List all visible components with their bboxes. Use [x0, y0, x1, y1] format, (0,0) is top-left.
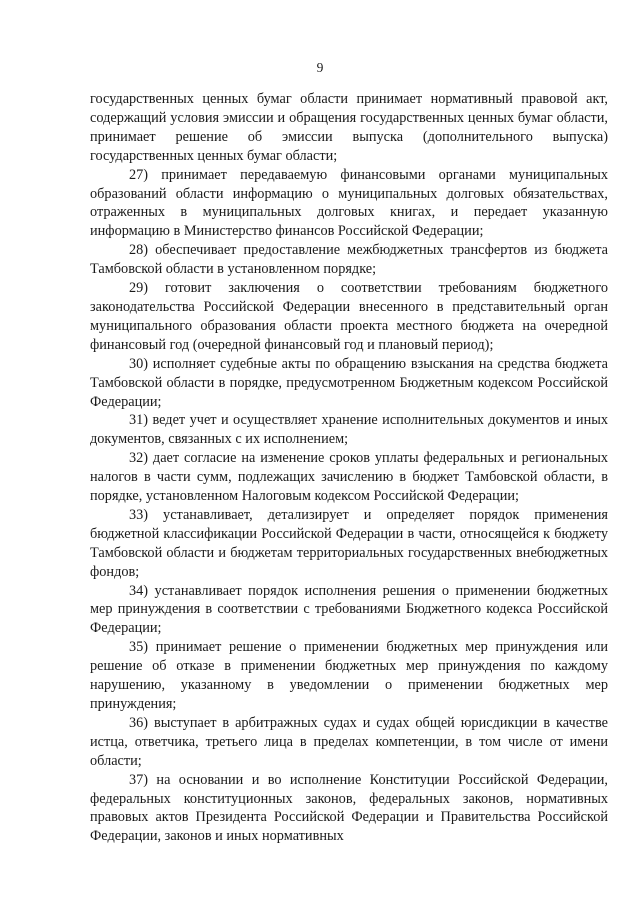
paragraph: 36) выступает в арбитражных судах и судах общей юрисдикции в качестве истца, ответчика, третьего лица в пределах компетенции, в том числе от имени области; — [90, 714, 608, 769]
paragraph: 28) обеспечивает предоставление межбюджетных трансфертов из бюджета Тамбовской области в установленном порядке; — [90, 242, 608, 278]
page-number: 9 — [316, 60, 324, 75]
paragraph: государственных ценных бумаг области принимает нормативный правовой акт, содержащий условия эмиссии и обращения государственных ценных бумаг области, принимает решение об эмиссии выпуска (дополнительного выпуска) государственных ценных бумаг области; — [90, 91, 608, 164]
paragraph: 35) принимает решение о применении бюджетных мер принуждения или решение об отказе в применении бюджетных мер принуждения по каждому нарушению, указанному в уведомлении о применении бюджетных мер принуждения; — [90, 639, 608, 712]
document-body — [90, 90, 608, 846]
paragraph: 32) дает согласие на изменение сроков уплаты федеральных и региональных налогов в части сумм, подлежащих зачислению в бюджет Тамбовской области, в порядке, установленном Налоговым кодексом Российской Федерации; — [90, 450, 608, 505]
paragraph: 29) готовит заключения о соответствии требованиям бюджетного законодательства Российской Федерации внесенного в представительный орган муниципального образования области проекта местного бюджета на очередной финансовый год (очередной финансовый год и плановый период); — [90, 280, 608, 353]
paragraph: 30) исполняет судебные акты по обращению взыскания на средства бюджета Тамбовской области в порядке, предусмотренном Бюджетным кодексом Российской Федерации; — [90, 355, 608, 410]
paragraph: 31) ведет учет и осуществляет хранение исполнительных документов и иных документов, связанных с их исполнением; — [90, 412, 608, 448]
paragraph: 33) устанавливает, детализирует и определяет порядок применения бюджетной классификации Российской Федерации в части, относящейся к бюджету Тамбовской области и бюджетам территориальных государственных внебюджетных фондов; — [90, 506, 608, 580]
paragraph: 34) устанавливает порядок исполнения решения о применении бюджетных мер принуждения в соответствии с требованиями Бюджетного кодекса Российской Федерации; — [90, 582, 608, 637]
paragraph: 37) на основании и во исполнение Конституции Российской Федерации, федеральных конституционных законов, федеральных законов, нормативных правовых актов Президента Российской Федерации и Правительства Российской Федерации, законов и иных нормативных — [90, 771, 608, 845]
paragraph: 27) принимает передаваемую финансовыми органами муниципальных образований области информацию о муниципальных долговых обязательствах, отраженных в муниципальных долговых книгах, и передает указанную информацию в Министерство финансов Российской Федерации; — [90, 166, 608, 240]
